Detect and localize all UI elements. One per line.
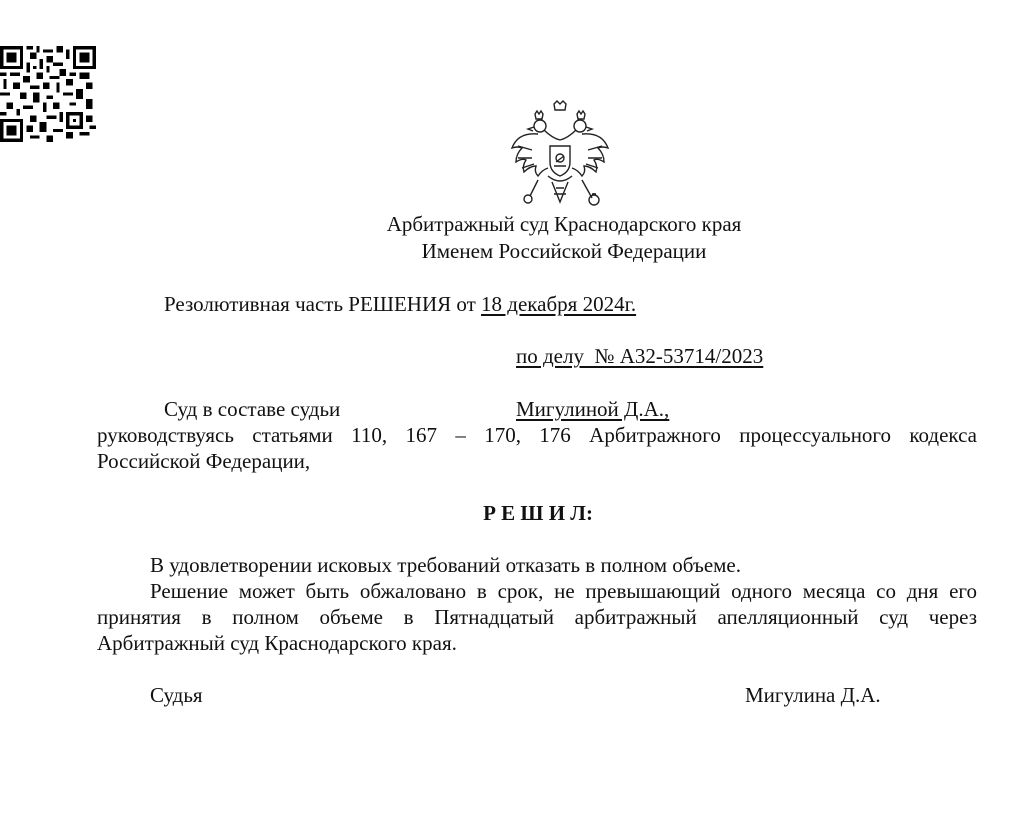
judge-name: Мигулиной Д.А., <box>516 397 670 421</box>
signature-label: Судья <box>150 683 203 707</box>
paragraph-2-line-1: Решение может быть обжаловано в срок, не превышающий одного месяца со дня его <box>150 579 977 603</box>
guided-line-1: руководствуясь статьями 110, 167 – 170, 176 Арбитражного процессуального кодекса <box>97 423 977 447</box>
case-reference: по делу № А32-53714/2023 <box>516 344 764 368</box>
decision-date: 18 декабря 2024г. <box>481 292 637 316</box>
paragraph-2-line-3: Арбитражный суд Краснодарского края. <box>97 631 457 655</box>
paragraph-1: В удовлетворении исковых требований отказать в полном объеме. <box>150 553 741 577</box>
resolved-heading: Р Е Ш И Л: <box>483 501 593 525</box>
coat-of-arms-icon <box>508 100 612 208</box>
court-name: Арбитражный суд Краснодарского края <box>386 212 742 236</box>
qr-code-icon <box>0 46 96 142</box>
guided-line-2: Российской Федерации, <box>97 449 311 473</box>
paragraph-2-line-2: принятия в полном объеме в Пятнадцатый арбитражный апелляционный суд через <box>97 605 977 629</box>
court-composition-label: Суд в составе судьи <box>164 397 341 421</box>
decision-title <box>164 291 636 317</box>
decision-title-prefix: Резолютивная часть РЕШЕНИЯ от <box>164 292 476 316</box>
signature-name: Мигулина Д.А. <box>745 683 881 707</box>
in-name-line: Именем Российской Федерации <box>421 239 707 263</box>
